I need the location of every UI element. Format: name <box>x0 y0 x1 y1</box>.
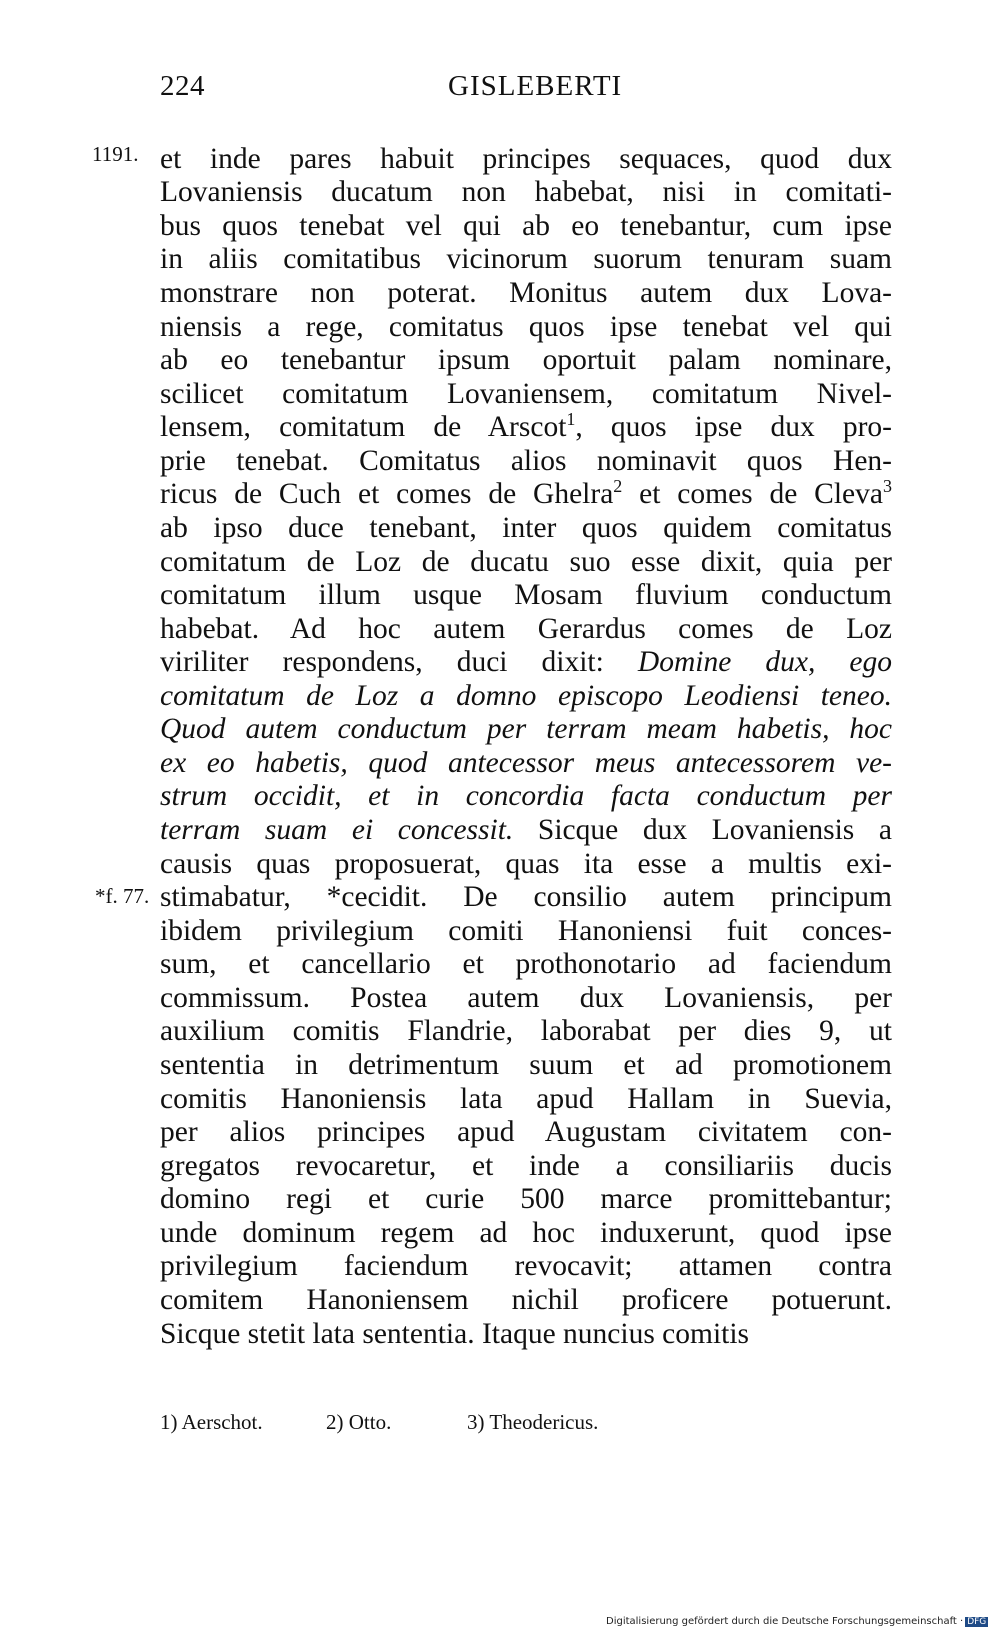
text-line: ab eo tenebantur ipsum oportuit palam nominare, <box>160 344 892 376</box>
text-line: ibidem privilegium comiti Hanoniensi fuit conces- <box>160 915 892 947</box>
margin-folio: *f. 77. <box>95 884 150 908</box>
text-line: prie tenebat. Comitatus alios nominavit quos Hen- <box>160 445 892 477</box>
text-line: commissum. Postea autem dux Lovaniensis, per <box>160 982 892 1014</box>
footnote: 2) Otto. <box>326 1410 392 1434</box>
text-line: lensem, comitatum de Arscot$^1$, quos ipse dux pro- <box>160 409 893 443</box>
text-line: causis quas proposuerat, quas ita esse a multis exi- <box>160 848 892 880</box>
text-line: in aliis comitatibus vicinorum suorum tenuram suam <box>160 243 892 275</box>
text-line: auxilium comitis Flandrie, laborabat per dies 9, ut <box>160 1015 892 1047</box>
running-head: GISLEBERTI <box>448 70 623 102</box>
text-line: comitatum de Loz a domno episcopo Leodiensi teneo. <box>160 680 892 712</box>
text-line: gregatos revocaretur, et inde a consiliariis ducis <box>160 1150 892 1182</box>
footnote-ref: 3 <box>883 476 892 497</box>
text-line: comitatum de Loz de ducatu suo esse dixit, quia per <box>160 546 892 578</box>
text-line: domino regi et curie 500 marce promittebantur; <box>160 1183 892 1215</box>
text-line: monstrare non poterat. Monitus autem dux Lova- <box>160 277 892 309</box>
text-line: niensis a rege, comitatus quos ipse tenebat vel qui <box>160 311 892 343</box>
text-line: Quod autem conductum per terram meam habetis, hoc <box>160 713 892 745</box>
text-line: comitem Hanoniensem nichil proficere potuerunt. <box>160 1284 892 1316</box>
text-line: ex eo habetis, quod antecessor meus antecessorem ve- <box>160 747 892 779</box>
text-line: terram suam ei concessit. Sicque dux Lovaniensis a <box>160 814 892 846</box>
text-line: Sicque stetit lata sententia. Itaque nuncius comitis <box>160 1318 750 1350</box>
dfg-logo-icon: DFG <box>967 1617 987 1627</box>
text-line: Lovaniensis ducatum non habebat, nisi in comitati- <box>160 176 892 208</box>
text-line: bus quos tenebat vel qui ab eo tenebantur, cum ipse <box>160 210 892 242</box>
text-line: sum, et cancellario et prothonotario ad faciendum <box>160 948 892 980</box>
text-line: viriliter respondens, duci dixit: Domine dux, ego <box>160 646 892 678</box>
text-line: sententia in detrimentum suum et ad promotionem <box>160 1049 892 1081</box>
text-line: strum occidit, et in concordia facta conductum per <box>160 780 892 812</box>
text-line: privilegium faciendum revocavit; attamen contra <box>160 1250 892 1282</box>
digitization-credit: Digitalisierung gefördert durch die Deutsche Forschungsgemeinschaft · DFG <box>606 1616 987 1627</box>
page-number: 224 <box>160 70 205 102</box>
text-line: per alios principes apud Augustam civitatem con- <box>160 1116 892 1148</box>
text-line: scilicet comitatum Lovaniensem, comitatum Nivel- <box>160 378 892 410</box>
text-line: habebat. Ad hoc autem Gerardus comes de Loz <box>160 613 892 645</box>
footnote-ref: 2 <box>613 476 623 497</box>
text-line: comitatum illum usque Mosam fluvium conductum <box>160 579 892 611</box>
footnote-ref: 1 <box>566 409 576 430</box>
text-line: comitis Hanoniensis lata apud Hallam in Suevia, <box>160 1083 892 1115</box>
text-line: unde dominum regem ad hoc induxerunt, quod ipse <box>160 1217 892 1249</box>
text-line: et inde pares habuit principes sequaces, quod dux <box>160 143 892 175</box>
text-line: ricus de Cuch et comes de Ghelra$^2$ et comes de Cleva$^3$ <box>160 476 892 510</box>
margin-year: 1191. <box>92 142 139 166</box>
text-line: ab ipso duce tenebant, inter quos quidem comitatus <box>160 512 892 544</box>
footnote: 1) Aerschot. <box>160 1410 263 1434</box>
footnote: 3) Theodericus. <box>467 1410 599 1434</box>
text-line: stimabatur, *cecidit. De consilio autem principum <box>160 881 892 913</box>
